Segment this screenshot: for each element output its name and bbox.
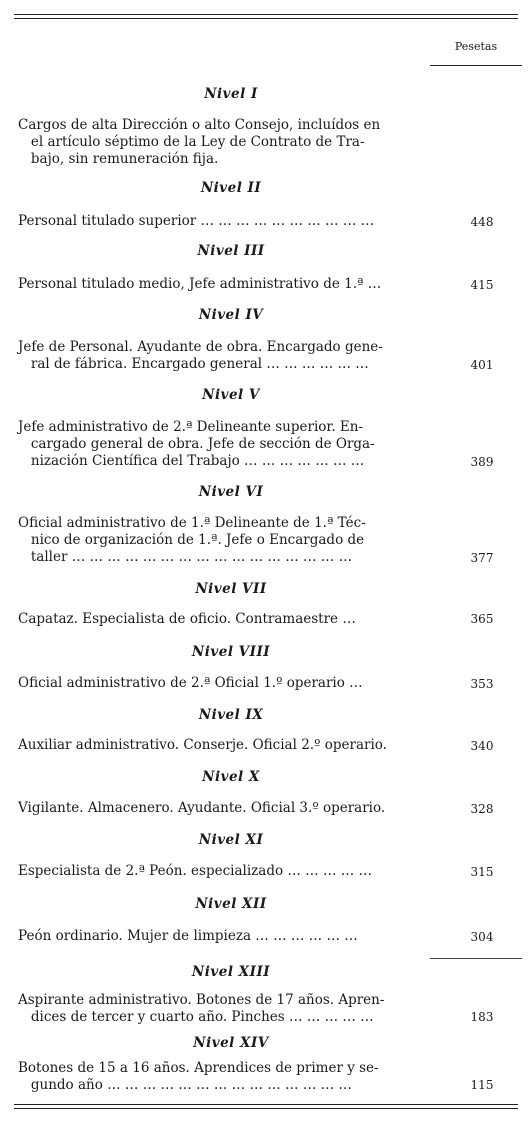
level-description: Personal titulado medio, Jefe administrativo de 1.ª … xyxy=(18,276,382,292)
top-double-rule-2 xyxy=(14,18,518,19)
level-amount: 304 xyxy=(470,930,494,944)
header-underline xyxy=(430,65,522,66)
level-description: Peón ordinario. Mujer de limpieza … … … … … … xyxy=(18,928,358,944)
level-amount: 415 xyxy=(470,278,494,292)
level-title: Nivel II xyxy=(200,180,262,196)
level-description: Botones de 15 a 16 años. Aprendices de primer y se- gundo año … … … … … … … … … … … … … … xyxy=(18,1060,379,1093)
level-amount: 183 xyxy=(470,1010,494,1024)
top-double-rule-1 xyxy=(14,14,518,15)
level-description: Aspirante administrativo. Botones de 17 años. Apren- dices de tercer y cuarto año. Pinches … … … … … xyxy=(18,992,385,1025)
level-amount: 401 xyxy=(470,358,494,372)
level-amount: 448 xyxy=(470,215,494,229)
level-description: Cargos de alta Dirección o alto Consejo, incluídos en el artículo séptimo de la Ley de Contrato de Tra- bajo, sin remuneración fija. xyxy=(18,117,381,167)
level-description: Oficial administrativo de 2.ª Oficial 1.º operario … xyxy=(18,675,363,691)
level-amount: 328 xyxy=(470,802,494,816)
level-description: Capataz. Especialista de oficio. Contramaestre … xyxy=(18,611,356,627)
level-amount: 315 xyxy=(470,865,494,879)
level-title: Nivel X xyxy=(202,769,260,785)
level-amount: 365 xyxy=(470,612,494,626)
level-title: Nivel I xyxy=(204,86,258,102)
level-amount: 340 xyxy=(470,739,494,753)
level-amount: 115 xyxy=(470,1078,494,1092)
level-title: Nivel XI xyxy=(198,832,264,848)
level-description: Jefe administrativo de 2.ª Delineante superior. En- cargado general de obra. Jefe de sección de Orga- nización Científica del Trabajo … … … … … … … xyxy=(18,419,375,469)
bottom-double-rule-2 xyxy=(14,1108,518,1109)
level-title: Nivel VI xyxy=(198,484,264,500)
level-description: Especialista de 2.ª Peón. especializado … … … … … xyxy=(18,863,373,879)
level-title: Nivel XII xyxy=(195,896,267,912)
level-amount: 353 xyxy=(470,677,494,691)
level-title: Nivel VIII xyxy=(191,644,271,660)
bottom-double-rule-1 xyxy=(14,1104,518,1105)
level-description: Personal titulado superior … … … … … … … … … … xyxy=(18,213,375,229)
level-description: Jefe de Personal. Ayudante de obra. Encargado gene- ral de fábrica. Encargado general … … … … … … xyxy=(18,339,383,372)
level-title: Nivel IV xyxy=(198,307,264,323)
subtotal-rule xyxy=(430,958,522,959)
level-title: Nivel IX xyxy=(198,707,264,723)
level-title: Nivel XIV xyxy=(193,1035,269,1051)
level-title: Nivel III xyxy=(197,243,265,259)
column-header-pesetas: Pesetas xyxy=(454,40,498,53)
level-title: Nivel V xyxy=(202,387,260,403)
level-description: Auxiliar administrativo. Conserje. Oficial 2.º operario. xyxy=(18,737,387,753)
level-amount: 377 xyxy=(470,551,494,565)
level-title: Nivel XIII xyxy=(191,964,271,980)
level-amount: 389 xyxy=(470,455,494,469)
level-description: Vigilante. Almacenero. Ayudante. Oficial 3.º operario. xyxy=(18,800,386,816)
level-description: Oficial administrativo de 1.ª Delineante de 1.ª Téc- nico de organización de 1.ª. Jefe o Encargado de taller … … … … … … … … … … … … … … … … xyxy=(18,515,366,565)
level-title: Nivel VII xyxy=(195,581,267,597)
